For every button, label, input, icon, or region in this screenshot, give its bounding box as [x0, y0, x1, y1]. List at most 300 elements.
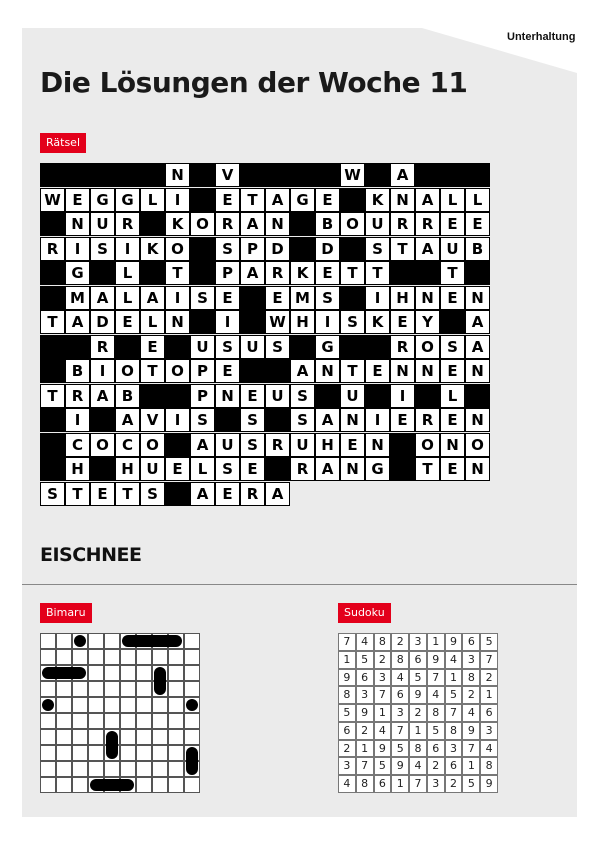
- bimaru-cell: [136, 713, 152, 729]
- sudoku-cell: 3: [480, 722, 498, 740]
- sudoku-cell: 6: [427, 740, 445, 758]
- sudoku-cell: 9: [338, 669, 356, 687]
- bimaru-cell: [120, 761, 136, 777]
- crossword-cell: R: [40, 237, 65, 261]
- crossword-cell: L: [190, 457, 215, 481]
- crossword-black-cell: [165, 482, 190, 506]
- bimaru-cell: [168, 777, 184, 793]
- crossword-black-cell: [90, 457, 115, 481]
- sudoku-cell: 7: [409, 775, 427, 793]
- crossword-cell: N: [265, 212, 290, 236]
- bimaru-cell: [88, 745, 104, 761]
- sudoku-cell: 5: [462, 775, 480, 793]
- sudoku-cell: 6: [338, 722, 356, 740]
- crossword-cell: S: [215, 237, 240, 261]
- crossword-cell: A: [415, 188, 440, 212]
- crossword-cell: L: [465, 188, 490, 212]
- sudoku-cell: 1: [391, 775, 409, 793]
- crossword-cell: E: [215, 188, 240, 212]
- bimaru-cell: [104, 649, 120, 665]
- crossword-cell: A: [190, 433, 215, 457]
- crossword-cell: V: [140, 408, 165, 432]
- bimaru-cell: [152, 729, 168, 745]
- bimaru-cell: [72, 681, 88, 697]
- crossword-cell: O: [415, 335, 440, 359]
- sudoku-cell: 2: [480, 669, 498, 687]
- crossword-cell: N: [340, 408, 365, 432]
- sudoku-cell: 2: [356, 722, 374, 740]
- crossword-cell: V: [215, 163, 240, 187]
- bimaru-cell: [40, 649, 56, 665]
- sudoku-cell: 6: [480, 704, 498, 722]
- crossword-cell: A: [390, 163, 415, 187]
- crossword-cell: G: [65, 261, 90, 285]
- bimaru-submarine: [186, 699, 198, 711]
- crossword-cell: U: [440, 237, 465, 261]
- crossword-black-cell: [240, 359, 265, 383]
- sudoku-cell: 1: [338, 651, 356, 669]
- crossword-cell: E: [240, 457, 265, 481]
- crossword-cell: U: [265, 384, 290, 408]
- crossword-black-cell: [40, 408, 65, 432]
- sudoku-cell: 7: [356, 757, 374, 775]
- crossword-cell: P: [190, 384, 215, 408]
- crossword-cell: D: [90, 310, 115, 334]
- bimaru-cell: [136, 761, 152, 777]
- sudoku-cell: 5: [480, 633, 498, 651]
- bimaru-cell: [168, 761, 184, 777]
- crossword-cell: I: [165, 408, 190, 432]
- bimaru-cell: [40, 729, 56, 745]
- crossword-black-cell: [190, 310, 215, 334]
- crossword-cell: S: [340, 310, 365, 334]
- bimaru-cell: [88, 697, 104, 713]
- bimaru-cell: [72, 649, 88, 665]
- crossword-cell: I: [365, 408, 390, 432]
- bimaru-cell: [136, 745, 152, 761]
- sudoku-cell: 2: [338, 740, 356, 758]
- bimaru-cell: [72, 713, 88, 729]
- crossword-cell: U: [240, 335, 265, 359]
- crossword-cell: T: [40, 310, 65, 334]
- crossword-cell: H: [65, 457, 90, 481]
- bimaru-submarine: [42, 699, 54, 711]
- crossword-cell: S: [290, 384, 315, 408]
- raetsel-tag: Rätsel: [40, 133, 86, 153]
- crossword-cell: S: [240, 408, 265, 432]
- crossword-black-cell: [290, 212, 315, 236]
- crossword-black-cell: [40, 433, 65, 457]
- crossword-black-cell: [390, 261, 415, 285]
- sudoku-cell: 7: [338, 633, 356, 651]
- sudoku-cell: 9: [445, 633, 463, 651]
- sudoku-cell: 8: [445, 722, 463, 740]
- sudoku-cell: 1: [356, 740, 374, 758]
- bimaru-cell: [72, 729, 88, 745]
- sudoku-cell: 4: [409, 757, 427, 775]
- sudoku-cell: 8: [409, 740, 427, 758]
- sudoku-cell: 2: [391, 633, 409, 651]
- bimaru-cell: [104, 681, 120, 697]
- sudoku-cell: 8: [356, 775, 374, 793]
- sudoku-cell: 3: [445, 740, 463, 758]
- sudoku-cell: 6: [462, 633, 480, 651]
- bimaru-cell: [136, 681, 152, 697]
- crossword-cell: A: [265, 482, 290, 506]
- crossword-black-cell: [340, 237, 365, 261]
- crossword-cell: A: [315, 457, 340, 481]
- bimaru-cell: [72, 745, 88, 761]
- bimaru-cell: [56, 697, 72, 713]
- bimaru-cell: [40, 761, 56, 777]
- crossword-black-cell: [65, 163, 90, 187]
- bimaru-cell: [184, 713, 200, 729]
- crossword-cell: N: [215, 384, 240, 408]
- crossword-black-cell: [40, 286, 65, 310]
- sudoku-cell: 3: [409, 633, 427, 651]
- crossword-cell: T: [40, 384, 65, 408]
- sudoku-cell: 7: [427, 669, 445, 687]
- crossword-cell: I: [90, 359, 115, 383]
- crossword-cell: L: [115, 261, 140, 285]
- crossword-black-cell: [365, 384, 390, 408]
- sudoku-cell: 4: [356, 633, 374, 651]
- crossword-cell: T: [390, 237, 415, 261]
- crossword-black-cell: [240, 163, 265, 187]
- crossword-black-cell: [415, 163, 440, 187]
- bimaru-cell: [120, 665, 136, 681]
- crossword-cell: T: [240, 188, 265, 212]
- sudoku-cell: 9: [427, 651, 445, 669]
- bimaru-cell: [120, 697, 136, 713]
- bimaru-cell: [152, 745, 168, 761]
- crossword-cell: E: [465, 212, 490, 236]
- bimaru-cell: [72, 777, 88, 793]
- crossword-cell: T: [65, 482, 90, 506]
- bimaru-cell: [168, 649, 184, 665]
- crossword-cell: I: [315, 310, 340, 334]
- crossword-cell: M: [290, 286, 315, 310]
- crossword-cell: U: [140, 457, 165, 481]
- crossword-cell: T: [340, 261, 365, 285]
- sudoku-cell: 1: [445, 669, 463, 687]
- crossword-black-cell: [265, 457, 290, 481]
- crossword-black-cell: [115, 335, 140, 359]
- crossword-black-cell: [165, 384, 190, 408]
- crossword-cell: A: [290, 359, 315, 383]
- sudoku-cell: 4: [445, 651, 463, 669]
- crossword-cell: E: [140, 335, 165, 359]
- crossword-cell: K: [365, 188, 390, 212]
- crossword-cell: S: [265, 335, 290, 359]
- bimaru-cell: [136, 697, 152, 713]
- sudoku-cell: 3: [374, 669, 392, 687]
- crossword-black-cell: [415, 261, 440, 285]
- crossword-cell: W: [40, 188, 65, 212]
- bimaru-ship: [122, 635, 182, 647]
- crossword-cell: T: [440, 261, 465, 285]
- crossword-black-cell: [65, 335, 90, 359]
- crossword-cell: L: [440, 384, 465, 408]
- bimaru-cell: [120, 681, 136, 697]
- bimaru-cell: [40, 713, 56, 729]
- crossword-cell: R: [390, 335, 415, 359]
- crossword-cell: R: [390, 212, 415, 236]
- sudoku-cell: 2: [427, 757, 445, 775]
- crossword-black-cell: [365, 163, 390, 187]
- sudoku-cell: 5: [445, 686, 463, 704]
- crossword-black-cell: [390, 457, 415, 481]
- crossword-cell: N: [415, 359, 440, 383]
- bimaru-cell: [72, 697, 88, 713]
- crossword-cell: E: [365, 359, 390, 383]
- bimaru-ship: [186, 747, 198, 775]
- crossword-cell: P: [190, 359, 215, 383]
- sudoku-cell: 4: [427, 686, 445, 704]
- crossword-black-cell: [290, 163, 315, 187]
- crossword-black-cell: [40, 212, 65, 236]
- section-divider: [22, 584, 577, 585]
- crossword-black-cell: [290, 335, 315, 359]
- bimaru-cell: [104, 697, 120, 713]
- crossword-cell: P: [240, 237, 265, 261]
- crossword-cell: N: [465, 286, 490, 310]
- crossword-cell: A: [315, 408, 340, 432]
- crossword-black-cell: [40, 261, 65, 285]
- bimaru-cell: [88, 681, 104, 697]
- bimaru-cell: [56, 729, 72, 745]
- bimaru-cell: [152, 649, 168, 665]
- crossword-cell: S: [190, 408, 215, 432]
- crossword-black-cell: [40, 457, 65, 481]
- crossword-cell: O: [165, 237, 190, 261]
- bimaru-cell: [88, 633, 104, 649]
- crossword-cell: N: [165, 310, 190, 334]
- crossword-cell: N: [440, 433, 465, 457]
- crossword-black-cell: [315, 384, 340, 408]
- crossword-cell: U: [290, 433, 315, 457]
- sudoku-cell: 2: [462, 686, 480, 704]
- crossword-black-cell: [190, 163, 215, 187]
- crossword-black-cell: [165, 335, 190, 359]
- crossword-cell: N: [415, 286, 440, 310]
- sudoku-cell: 5: [374, 757, 392, 775]
- sudoku-cell: 4: [462, 704, 480, 722]
- crossword-cell: G: [115, 188, 140, 212]
- crossword-cell: E: [265, 286, 290, 310]
- crossword-cell: E: [440, 457, 465, 481]
- crossword-cell: O: [165, 359, 190, 383]
- sudoku-cell: 9: [409, 686, 427, 704]
- sudoku-cell: 4: [480, 740, 498, 758]
- bimaru-cell: [56, 681, 72, 697]
- crossword-cell: N: [165, 163, 190, 187]
- crossword-cell: A: [65, 310, 90, 334]
- crossword-cell: E: [440, 359, 465, 383]
- sudoku-cell: 3: [338, 757, 356, 775]
- crossword-black-cell: [365, 335, 390, 359]
- crossword-cell: H: [390, 286, 415, 310]
- crossword-cell: A: [265, 188, 290, 212]
- crossword-black-cell: [140, 261, 165, 285]
- crossword-cell: W: [265, 310, 290, 334]
- crossword-cell: G: [315, 335, 340, 359]
- sudoku-cell: 9: [480, 775, 498, 793]
- crossword-cell: I: [115, 237, 140, 261]
- crossword-cell: L: [140, 310, 165, 334]
- crossword-black-cell: [465, 384, 490, 408]
- crossword-cell: K: [165, 212, 190, 236]
- bimaru-cell: [152, 761, 168, 777]
- sudoku-cell: 5: [427, 722, 445, 740]
- crossword-cell: A: [140, 286, 165, 310]
- crossword-cell: S: [90, 237, 115, 261]
- crossword-cell: S: [290, 408, 315, 432]
- crossword-black-cell: [340, 335, 365, 359]
- crossword-cell: A: [465, 335, 490, 359]
- crossword-black-cell: [440, 310, 465, 334]
- crossword-cell: E: [215, 359, 240, 383]
- sudoku-cell: 7: [462, 740, 480, 758]
- sudoku-cell: 6: [356, 669, 374, 687]
- bimaru-grid: [40, 633, 200, 793]
- crossword-cell: S: [215, 335, 240, 359]
- sudoku-cell: 7: [374, 686, 392, 704]
- bimaru-cell: [120, 745, 136, 761]
- bimaru-cell: [40, 633, 56, 649]
- crossword-black-cell: [415, 384, 440, 408]
- bimaru-cell: [56, 745, 72, 761]
- crossword-cell: E: [440, 212, 465, 236]
- section-label: Unterhaltung: [507, 31, 576, 43]
- crossword-black-cell: [290, 237, 315, 261]
- crossword-black-cell: [40, 163, 65, 187]
- crossword-cell: U: [90, 212, 115, 236]
- crossword-cell: G: [290, 188, 315, 212]
- crossword-cell: S: [40, 482, 65, 506]
- sudoku-tag: Sudoku: [338, 603, 391, 623]
- crossword-cell: A: [240, 212, 265, 236]
- crossword-cell: R: [415, 212, 440, 236]
- crossword-cell: B: [115, 384, 140, 408]
- bimaru-cell: [152, 713, 168, 729]
- bimaru-cell: [184, 681, 200, 697]
- bimaru-ship: [90, 779, 134, 791]
- solution-word: EISCHNEE: [40, 544, 142, 566]
- sudoku-cell: 8: [480, 757, 498, 775]
- sudoku-cell: 2: [409, 704, 427, 722]
- crossword-black-cell: [215, 408, 240, 432]
- bimaru-cell: [40, 745, 56, 761]
- bimaru-ship: [42, 667, 86, 679]
- crossword-cell: M: [65, 286, 90, 310]
- sudoku-cell: 4: [338, 775, 356, 793]
- crossword-cell: I: [390, 384, 415, 408]
- bimaru-cell: [120, 649, 136, 665]
- crossword-cell: K: [140, 237, 165, 261]
- bimaru-cell: [104, 665, 120, 681]
- crossword-cell: S: [365, 237, 390, 261]
- crossword-cell: E: [115, 310, 140, 334]
- sudoku-cell: 8: [374, 633, 392, 651]
- sudoku-cell: 9: [391, 757, 409, 775]
- crossword-cell: E: [315, 261, 340, 285]
- bimaru-cell: [136, 665, 152, 681]
- crossword-cell: U: [215, 433, 240, 457]
- sudoku-cell: 8: [338, 686, 356, 704]
- crossword-black-cell: [90, 163, 115, 187]
- sudoku-cell: 9: [462, 722, 480, 740]
- crossword-cell: O: [415, 433, 440, 457]
- sudoku-cell: 5: [409, 669, 427, 687]
- crossword-cell: T: [115, 482, 140, 506]
- crossword-cell: A: [90, 286, 115, 310]
- crossword-cell: E: [165, 457, 190, 481]
- crossword-black-cell: [340, 286, 365, 310]
- crossword-cell: E: [215, 482, 240, 506]
- bimaru-ship: [154, 667, 166, 695]
- crossword-cell: L: [440, 188, 465, 212]
- crossword-cell: N: [390, 188, 415, 212]
- crossword-cell: L: [115, 286, 140, 310]
- crossword-cell: E: [340, 433, 365, 457]
- sudoku-grid: [338, 633, 498, 793]
- crossword-cell: O: [465, 433, 490, 457]
- crossword-black-cell: [390, 433, 415, 457]
- crossword-cell: S: [315, 286, 340, 310]
- crossword-grid: [40, 163, 490, 523]
- crossword-cell: A: [465, 310, 490, 334]
- crossword-black-cell: [140, 163, 165, 187]
- sudoku-cell: 4: [391, 669, 409, 687]
- crossword-cell: S: [240, 433, 265, 457]
- crossword-cell: N: [465, 359, 490, 383]
- crossword-black-cell: [115, 163, 140, 187]
- crossword-cell: T: [415, 457, 440, 481]
- sudoku-cell: 7: [391, 722, 409, 740]
- crossword-cell: C: [115, 433, 140, 457]
- crossword-cell: N: [315, 359, 340, 383]
- page-title: Die Lösungen der Woche 11: [40, 66, 468, 99]
- crossword-cell: N: [65, 212, 90, 236]
- bimaru-cell: [40, 777, 56, 793]
- bimaru-cell: [136, 777, 152, 793]
- crossword-black-cell: [190, 261, 215, 285]
- crossword-cell: R: [115, 212, 140, 236]
- bimaru-cell: [88, 761, 104, 777]
- bimaru-cell: [40, 681, 56, 697]
- crossword-black-cell: [140, 212, 165, 236]
- sudoku-cell: 9: [374, 740, 392, 758]
- bimaru-cell: [184, 649, 200, 665]
- crossword-black-cell: [90, 261, 115, 285]
- crossword-cell: B: [65, 359, 90, 383]
- sudoku-cell: 7: [480, 651, 498, 669]
- bimaru-cell: [184, 777, 200, 793]
- crossword-cell: E: [315, 188, 340, 212]
- crossword-cell: I: [65, 408, 90, 432]
- crossword-cell: B: [465, 237, 490, 261]
- crossword-cell: H: [315, 433, 340, 457]
- crossword-cell: O: [190, 212, 215, 236]
- sudoku-cell: 7: [445, 704, 463, 722]
- crossword-black-cell: [40, 359, 65, 383]
- bimaru-cell: [56, 633, 72, 649]
- crossword-black-cell: [190, 188, 215, 212]
- bimaru-cell: [136, 649, 152, 665]
- crossword-cell: C: [65, 433, 90, 457]
- crossword-cell: R: [415, 408, 440, 432]
